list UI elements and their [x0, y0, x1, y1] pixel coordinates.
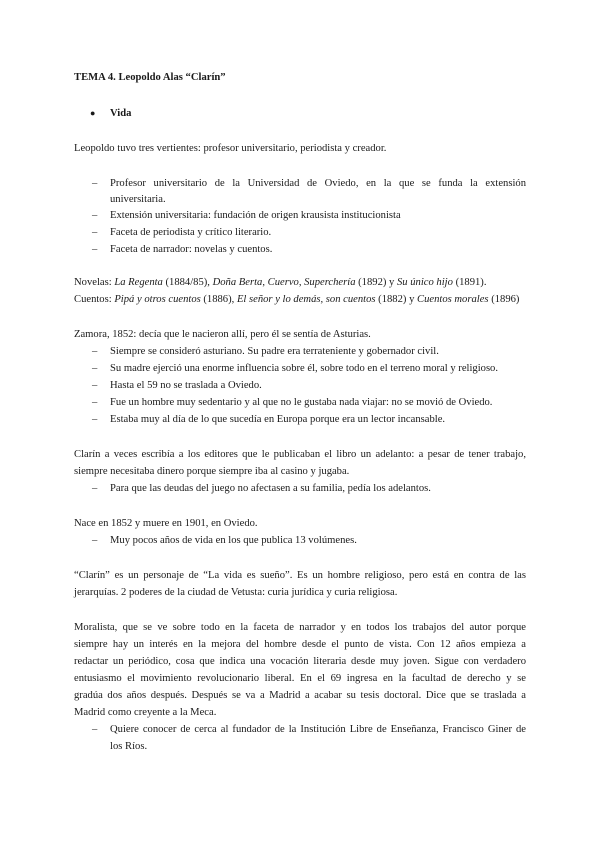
clarin-paragraph-line: jerarquías. 2 poderes de la ciudad de Vetusta: curia jurídica y curia religiosa.	[74, 587, 398, 598]
list-item: Quiere conocer de cerca al fundador de la Institución Libre de Enseñanza, Francisco Giner de	[110, 724, 526, 735]
list-item: Extensión universitaria: fundación de origen krausista institucionista	[110, 210, 401, 221]
nace-paragraph: Nace en 1852 y muere en 1901, en Oviedo.	[74, 518, 258, 529]
section-heading: Vida	[110, 108, 132, 119]
list-dash: –	[92, 346, 98, 357]
moralista-paragraph-line: entusiasmo el movimiento revolucionario liberal. En el 69 ingresa en la facultad de derecho y se	[74, 673, 526, 684]
list-dash: –	[92, 178, 98, 189]
list-dash: –	[92, 724, 98, 735]
list-item: Fue un hombre muy sedentario y al que no le gustaba nada viajar: no se movió de Oviedo.	[110, 397, 493, 408]
clarin-paragraph-line: “Clarín” es un personaje de “La vida es sueño”. Es un hombre religioso, pero está en contra de las	[74, 570, 526, 581]
list-item-continuation: universitaria.	[110, 194, 166, 205]
list-item: Faceta de narrador: novelas y cuentos.	[110, 244, 273, 255]
zamora-paragraph: Zamora, 1852: decía que le nacieron allí, pero él se sentía de Asturias.	[74, 329, 371, 340]
list-item-continuation: los Ríos.	[110, 741, 148, 752]
list-item: Muy pocos años de vida en los que publica 13 volúmenes.	[110, 535, 357, 546]
list-dash: –	[92, 535, 98, 546]
list-dash: –	[92, 210, 98, 221]
list-item: Su madre ejerció una enorme influencia sobre él, sobre todo en el terreno moral y religioso.	[110, 363, 499, 374]
list-dash: –	[92, 414, 98, 425]
novelas-line: Novelas: La Regenta (1884/85), Doña Berta, Cuervo, Superchería (1892) y Su único hijo (1891).	[74, 277, 487, 288]
list-item: Profesor universitario de la Universidad de Oviedo, en la que se funda la extensión	[110, 178, 526, 189]
editores-paragraph-line: Clarín a veces escribía a los editores que le publicaban el libro un adelanto: a pesar de tener trabajo,	[74, 449, 526, 460]
moralista-paragraph-line: siempre hay un interés en la mejora del hombre desde el punto de vista. Con 12 años empieza a	[74, 639, 526, 650]
list-dash: –	[92, 380, 98, 391]
moralista-paragraph-line: redactar un periódico, cosa que indica una vocación literaria desde muy joven. Sigue con verdadero	[74, 656, 526, 667]
list-item: Estaba muy al día de lo que sucedía en Europa porque era un lector incansable.	[110, 414, 446, 425]
list-dash: –	[92, 227, 98, 238]
moralista-paragraph-line: Madrid como creyente a la Meca.	[74, 707, 217, 718]
list-dash: –	[92, 483, 98, 494]
list-dash: –	[92, 363, 98, 374]
list-item: Faceta de periodista y crítico literario.	[110, 227, 272, 238]
list-item: Siempre se consideró asturiano. Su padre era terrateniente y gobernador civil.	[110, 346, 439, 357]
list-dash: –	[92, 244, 98, 255]
cuentos-line: Cuentos: Pipá y otros cuentos (1886), El señor y lo demás, son cuentos (1882) y Cuentos morales (1896)	[74, 294, 520, 305]
moralista-paragraph-line: Moralista, que se ve sobre todo en la faceta de narrador y en todos los trabajos del autor porque	[74, 622, 526, 633]
bullet-icon: ●	[90, 108, 96, 118]
editores-paragraph-line: siempre necesitaba dinero porque siempre iba al casino y jugaba.	[74, 466, 350, 477]
moralista-paragraph-line: gradúa dos años después. Después se va a Madrid a acabar su tesis doctoral. Dice que se traslada a	[74, 690, 526, 701]
list-item: Hasta el 59 no se traslada a Oviedo.	[110, 380, 262, 391]
list-dash: –	[92, 397, 98, 408]
document-title: TEMA 4. Leopoldo Alas “Clarín”	[74, 72, 226, 83]
intro-paragraph: Leopoldo tuvo tres vertientes: profesor universitario, periodista y creador.	[74, 143, 387, 154]
list-item: Para que las deudas del juego no afectasen a su familia, pedía los adelantos.	[110, 483, 431, 494]
